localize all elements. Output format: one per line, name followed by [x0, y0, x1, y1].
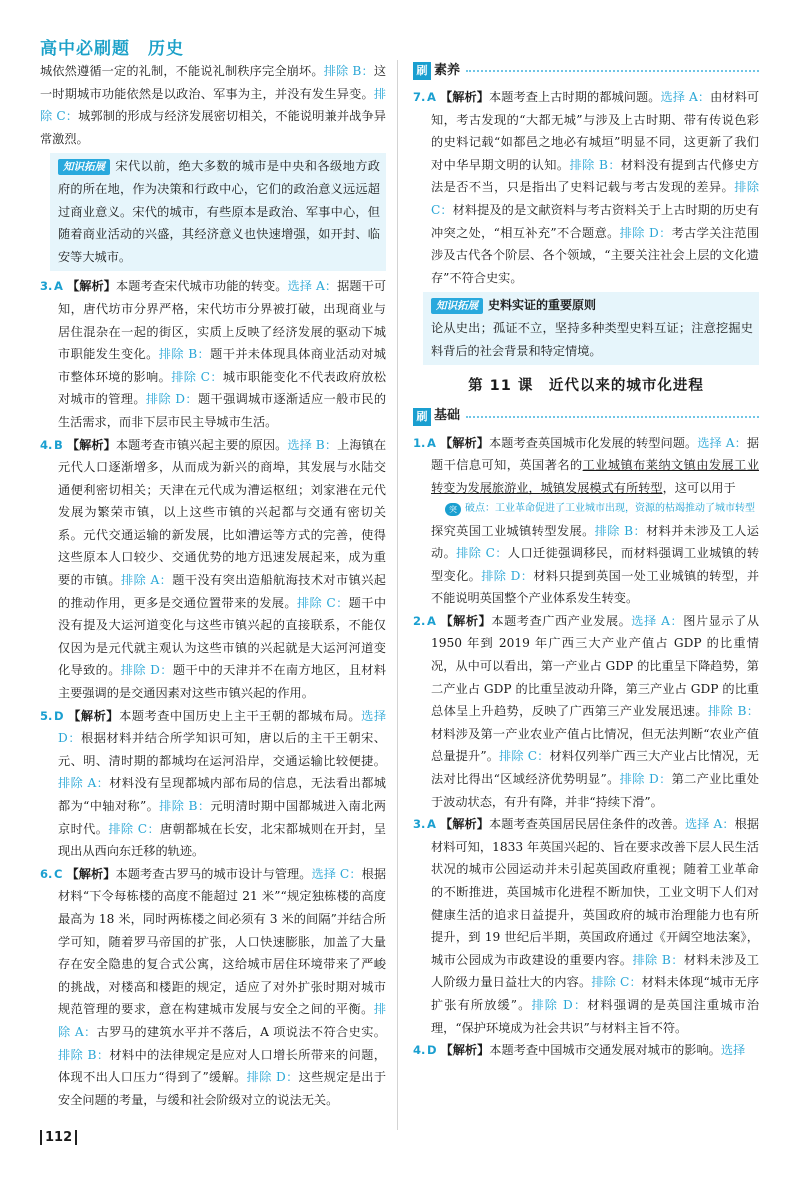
left-column [40, 60, 386, 1111]
continued-paragraph: 城依然遵循一定的礼制，不能说礼制秩序完全崩坏。排除 B：这一时期城市功能依然是以政治、军事为主，并没有发生异变。排除 C：城郭制的形成与经济发展密切相关，不能说明兼并战争异常激烈。 [40, 64, 386, 146]
section-header-suyang [413, 60, 759, 82]
knowledge-text: 宋代以前，绝大多数的城市是中央和各级地方政府的所在地，作为决策和行政中心，它们的政治意义远远超过商业意义。宋代的城市，有些原本是政治、军事中心，但随着商业活动的兴盛，其经济意义也快速增强，如开封、临安等大城市。 [58, 159, 380, 264]
section-label: 素养 [434, 62, 461, 78]
lesson-title: 第 11 课 近代以来的城市化进程 [468, 378, 704, 395]
answer-item-r1: 1. A 【解析】本题考查英国城市化发展的转型问题。选择 A：据题干信息可知，英国著名的工业城镇布莱纳文镇由发展工业转变为发展旅游业，城镇发展模式有所转型，这可以用于 [413, 435, 760, 495]
page-number: 112 [40, 1130, 77, 1145]
answer-item-r4: 4. D 【解析】本题考查中国城市交通发展对城市的影响。选择 [413, 1043, 746, 1058]
answer-item-6: 6. C 【解析】本题考查古罗马的城市设计与管理。选择 C：根据材料“下令每栋楼的高度不能超过 21 米”“规定独栋楼的高度最高为 18 米，同时两栋楼之间必须有 3 米的间隔”并结合所学可知，随着罗马帝国的扩张，人口快速膨胀，加盖了大量存在安全隐患的复合式公寓，这给城市居住环境带来了严峻的挑战，对楼高和楼距的规定，适应了对外扩张时期对城市规范管理的要求，意在构建城市发展与安全之间的平衡。排除 A：古罗马的建筑水平并不落后，A 项说法不符合史实。排除 B：材料中的法律规定是应对人口增长所带来的问题，体现不出人口压力“得到了”缓解。排除 D：这些规定是出于安全问题的考量，与缓和社会阶级对立的说法无关。 [40, 866, 387, 1107]
knowledge-tag: 知识拓展 [58, 159, 110, 175]
dotted-rule [466, 70, 759, 72]
underlined-key-phrase: 工业城镇布莱纳文镇由发展工业转变为发展旅游业，城镇发展模式有所转型 [431, 458, 760, 495]
column-divider [397, 60, 398, 1130]
knowledge-box [50, 153, 386, 271]
right-column [413, 60, 759, 1062]
speech-bubble-icon: 突 [445, 503, 461, 516]
section-header-jichu [413, 406, 759, 428]
dotted-rule [466, 416, 759, 418]
section-label: 基础 [434, 408, 461, 424]
answer-item-7: 7. A 【解析】本题考查上古时期的都城问题。选择 A：由材料可知，考古发现的“大都无城”与涉及上古时期、带有传说色彩的史料记载“如都邑之地必有城垣”明显不同，这更新了我们对中华早期文明的认知。排除 B：材料没有提到古代修史方法是否不当，只是指出了史料记载与考古发现的差异。排除 C：材料提及的是文献资料与考古资料关于上古时期的历史有冲突之处，“相互补充”不合题意。排除 D：考古学关注范围涉及古代各个阶层、各个领域，“主要关注社会上层的文化遗存”不符合史实。 [413, 90, 760, 285]
answer-item-r3: 3. A 【解析】本题考查英国居民居住条件的改善。选择 A：根据材料可知，1833 年英国兴起的、旨在要求改善下层人民生活状况的城市公园运动并未引起英国政府重视；随着工业革命的不断推进，英国城市化进程不断加快，工业文明下人们对健康生活的追求日益提升，英国政府的城市治理能力也有所提升，到 19 世纪后半期，英国政府通过《开阔空地法案》，城市公园成为市政建设的重要内容。排除 B：材料未涉及工人阶级力量日益壮大的内容。排除 C：材料未体现“城市无序扩张有所放缓”。排除 D：材料强调的是英国注重城市治理，“保护环境成为社会共识”与材料主旨不符。 [413, 817, 760, 1035]
knowledge-title: 史料实证的重要原则 [488, 298, 597, 313]
brush-icon: 刷 [413, 408, 431, 426]
answer-item-r1-cont: 探究英国工业城镇转型发展。排除 B：材料并未涉及工人运动。排除 C：人口迁徙强调移民，而材料强调工业城镇的转型变化。排除 D：材料只提到英国一处工业城镇的转型，并不能说明英国整个产业体系发生转变。 [431, 523, 760, 606]
knowledge-tag: 知识拓展 [431, 298, 483, 314]
brush-icon: 刷 [413, 62, 431, 80]
answer-item-5: 5. D 【解析】本题考查中国历史上主干王朝的都城布局。选择 D：根据材料并结合所学知识可知，唐以后的主干王朝宋、元、明、清时期的都城均在运河沿岸，交通运输比较便捷。排除 A：材料没有呈现都城内部布局的信息，无法看出都城都为“中轴对称”。排除 B：元明清时期中国都城进入南北两京时代。排除 C：唐朝都城在长安，北宋都城则在开封，呈现出从西向东迁移的轨迹。 [40, 708, 387, 859]
answer-item-4: 4. B 【解析】本题考查市镇兴起主要的原因。选择 B：上海镇在元代人口逐渐增多，从而成为新兴的商埠，其发展与水陆交通便利密切相关；天津在元代成为漕运枢纽；刘家港在元代发展为繁荣市镇，以上这些市镇的兴起都与交通有密切关系。元代交通运输的新发展，比如漕运等方式的完善，使得这些原本人口较少、交通优势的地方迅速发展起来，成为重要的市镇。排除 A：题干没有突出造船航海技术对市镇兴起的推动作用，更多是交通位置带来的发展。排除 C：题干中没有提及大运河道变化与这些市镇兴起的直接联系，不能仅仅因为是元代就主观认为这些市镇的兴起就是大运河河道变化导致的。排除 D：题干中的天津并不在南方地区，且材料主要强调的是交通因素对这些市镇兴起的作用。 [40, 437, 387, 701]
running-header: 高中必刷题 历史 [40, 39, 184, 59]
answer-item-r2: 2. A 【解析】本题考查广西产业发展。选择 A：图片显示了从 1950 年到 2019 年广西三大产业产值占 GDP 的比重情况，从中可以看出，第一产业占 GDP 的比重呈下降趋势，第二产业占 GDP 的比重呈波动升降，第三产业占 GDP 的比重总体呈上升趋势，反映了广西第三产业发展迅速。排除 B：材料涉及第一产业农业产值占比情况，但无法判断“农业产值总量提升”。排除 C：材料仅列举广西三大产业占比情况，无法对比得出“区域经济优势明显”。排除 D：第二产业比重处于波动状态，有升有降，并非“持续下滑”。 [413, 613, 760, 809]
knowledge-box [423, 292, 759, 365]
breakthrough-note: 突 破点：工业革命促进了工业城市出现，资源的枯竭推动了城市转型 [431, 502, 759, 516]
answer-item-3: 3. A 【解析】本题考查宋代城市功能的转变。选择 A：据题干可知，唐代坊市分界严格，宋代坊市分界被打破，出现商业与居住混杂在一起的街区，实质上反映了经济发展的驱动下城市职能发生变化。排除 B：题干并未体现具体商业活动对城市整体环境的影响。排除 C：城市职能变化不代表政府放松对城市的管理。排除 D：题干强调城市逐渐适应一般市民的生活需求，而非下层市民主导城市生活。 [40, 279, 387, 429]
knowledge-text: 论从史出；孤证不立，坚持多种类型史料互证；注意挖掘史料背后的社会背景和特定情境。 [431, 320, 753, 358]
